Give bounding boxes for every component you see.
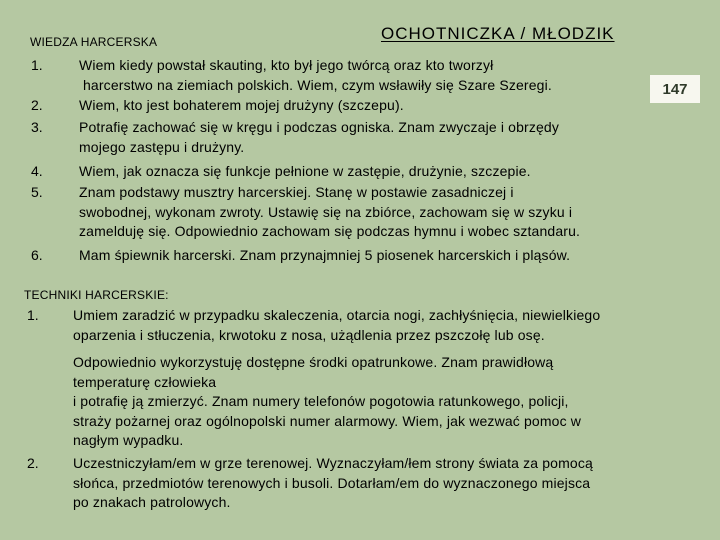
list-number: 1. bbox=[31, 57, 43, 73]
list-item-line: Wiem kiedy powstał skauting, kto był jego twórcą oraz kto tworzył bbox=[79, 57, 494, 73]
page-number-badge bbox=[650, 75, 700, 103]
list-number: 5. bbox=[31, 184, 43, 200]
list-item-line: Uczestniczyłam/em w grze terenowej. Wyznaczyłam/łem strony świata za pomocą bbox=[73, 455, 593, 471]
list-item bbox=[73, 353, 581, 451]
list-item-line: Potrafię zachować się w kręgu i podczas ogniska. Znam zwyczaje i obrzędy bbox=[79, 119, 560, 135]
page-title: OCHOTNICZKA / MŁODZIK bbox=[381, 24, 615, 43]
list-item-line: harcerstwo na ziemiach polskich. Wiem, czym wsławiły się Szare Szeregi. bbox=[83, 76, 552, 93]
list-number: 2. bbox=[27, 455, 39, 471]
list-number: 6. bbox=[31, 247, 43, 263]
list-item-line: po znakach patrolowych. bbox=[73, 494, 231, 510]
list-item-line: Znam podstawy musztry harcerskiej. Stanę w postawie zasadniczej i bbox=[79, 184, 514, 200]
list-item bbox=[79, 118, 559, 157]
page-number: 147 bbox=[662, 80, 688, 98]
list-item bbox=[73, 454, 593, 513]
section-label-knowledge: WIEDZA HARCERSKA bbox=[30, 35, 158, 49]
list-item-line: zamelduję się. Odpowiednio zachowam się podczas hymnu i wobec sztandaru. bbox=[79, 223, 581, 239]
list-item-line: i potrafię ją zmierzyć. Znam numery telefonów pogotowia ratunkowego, policji, bbox=[73, 393, 569, 409]
section-label-techniques: TECHNIKI HARCERSKIE: bbox=[24, 288, 169, 302]
list-item-line: oparzenia i stłuczenia, krwotoku z nosa, użądlenia przez pszczołę lub osę. bbox=[73, 326, 545, 343]
list-item-line: nagłym wypadku. bbox=[73, 432, 184, 448]
list-item-line: Odpowiednio wykorzystuję dostępne środki opatrunkowe. Znam prawidłową bbox=[73, 354, 554, 370]
list-item bbox=[79, 246, 570, 266]
list-item bbox=[79, 162, 531, 182]
list-item bbox=[79, 96, 404, 116]
list-item-line: temperaturę człowieka bbox=[73, 373, 217, 390]
list-item bbox=[73, 306, 600, 345]
list-number: 2. bbox=[31, 97, 43, 113]
list-number: 3. bbox=[31, 119, 43, 135]
list-item-line: Wiem, jak oznacza się funkcje pełnione w zastępie, drużynie, szczepie. bbox=[79, 163, 531, 179]
list-item-line: Mam śpiewnik harcerski. Znam przynajmniej 5 piosenek harcerskich i pląsów. bbox=[79, 247, 571, 263]
list-number: 1. bbox=[27, 307, 39, 323]
list-item-line: mojego zastępu i drużyny. bbox=[79, 138, 245, 155]
list-item-line: Umiem zaradzić w przypadku skaleczenia, otarcia nogi, zachłyśnięcia, niewielkiego bbox=[73, 307, 601, 323]
list-item-line: Wiem, kto jest bohaterem mojej drużyny (szczepu). bbox=[79, 97, 404, 113]
list-number: 4. bbox=[31, 163, 43, 179]
list-item bbox=[79, 56, 552, 95]
list-item-line: słońca, przedmiotów terenowych i busoli. Dotarłam/em do wyznaczonego miejsca bbox=[73, 474, 591, 491]
list-item-line: straży pożarnej oraz ogólnopolski numer alarmowy. Wiem, jak wezwać pomoc w bbox=[73, 412, 582, 429]
list-item-line: swobodnej, wykonam zwroty. Ustawię się na zbiórce, zachowam się w szyku i bbox=[79, 203, 573, 220]
list-item bbox=[79, 183, 580, 242]
